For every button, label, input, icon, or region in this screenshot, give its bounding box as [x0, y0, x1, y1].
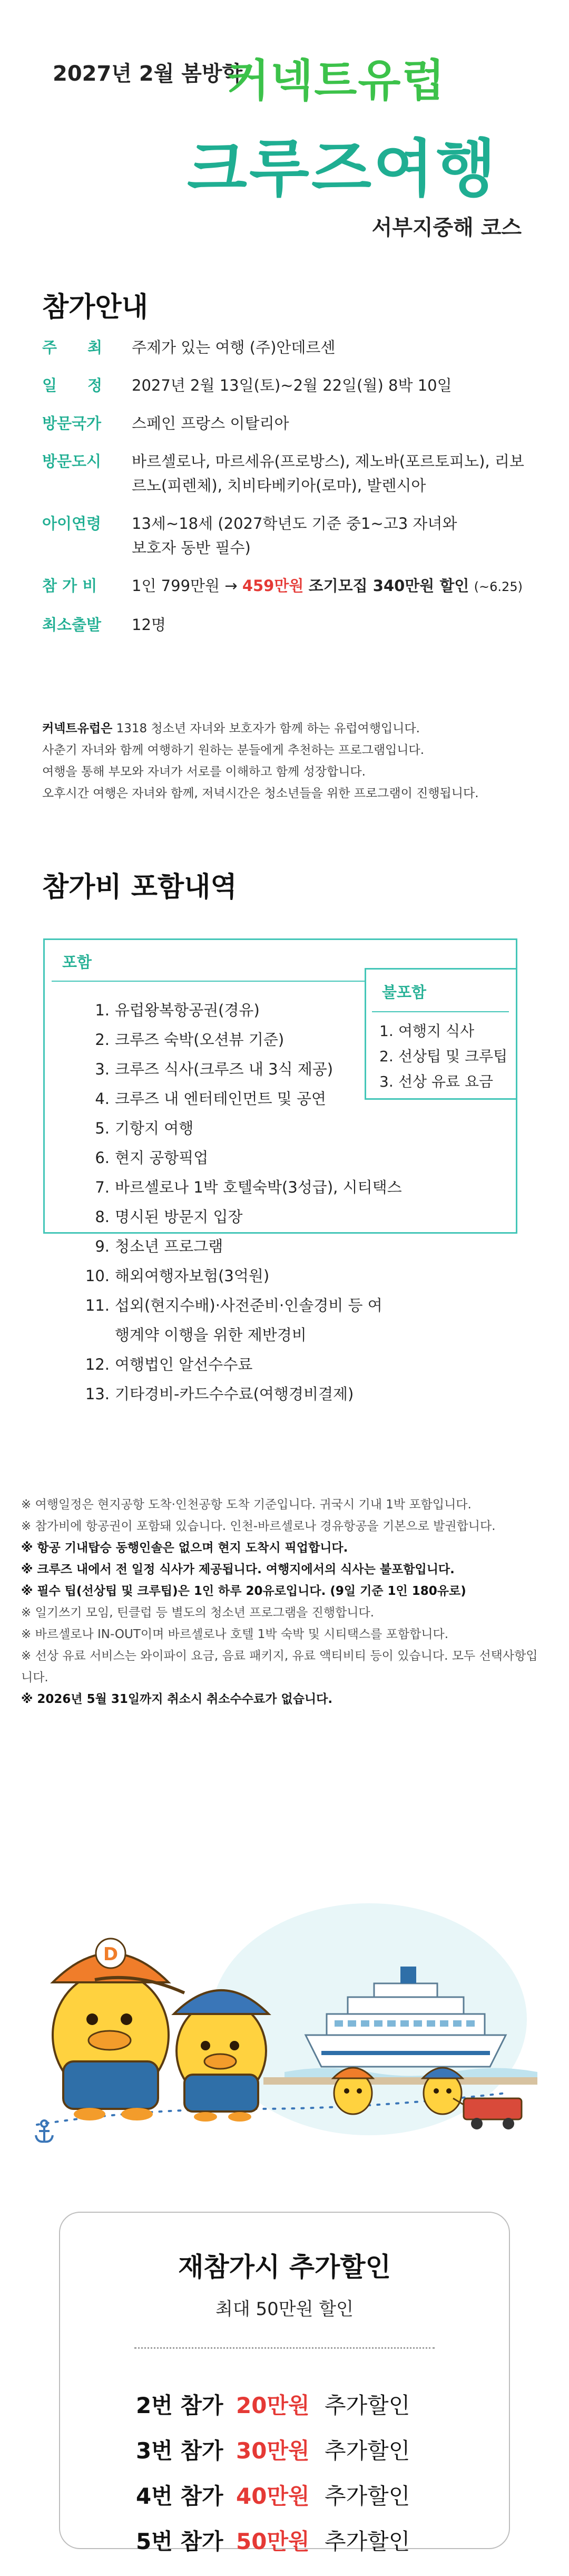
brand-name: 커넥트유럽은 — [42, 722, 113, 735]
info-value: 스페인 프랑스 이탈리아 — [132, 414, 289, 432]
excluded-label: 불포함 — [382, 983, 427, 1001]
discount-row — [136, 2474, 452, 2519]
discount-count: 4번 참가 — [136, 2483, 223, 2509]
item-text: 청소년 프로그램 — [115, 1237, 223, 1255]
description-line-3: 여행을 통해 부모와 자녀가 서로를 이해하고 함께 성장합니다. — [42, 765, 366, 779]
excluded-list — [379, 1019, 511, 1095]
item-text: 기항지 여행 — [115, 1119, 194, 1137]
illustration — [32, 1861, 537, 2156]
item-number: 5. — [95, 1119, 110, 1137]
note-item: ※ 선상 유료 서비스는 와이파이 요금, 음료 패키지, 유료 액티비티 등이 있습니다. 모두 선택사항입니다. — [21, 1649, 538, 1684]
discount-divider — [134, 2347, 435, 2349]
title-line-1: 커넥트유럽 — [227, 55, 446, 106]
fee-value — [132, 574, 537, 599]
duck-mascot-large — [53, 1939, 184, 2120]
list-item — [78, 1054, 405, 1084]
info-row-cities — [42, 449, 537, 498]
list-item — [78, 1173, 405, 1202]
info-value: 13세~18세 (2027학년도 기준 중1~고3 자녀와 보호자 동반 필수) — [132, 515, 457, 557]
info-row-min-departure — [42, 613, 537, 637]
item-number: 6. — [95, 1149, 110, 1167]
item-text: 바르셀로나 1박 호텔숙박(3성급), 시티택스 — [115, 1178, 402, 1196]
item-text: 크루즈 숙박(오션뷰 기준) — [115, 1031, 284, 1049]
item-number: 11. — [85, 1296, 110, 1314]
note-item: ※ 여행일정은 현지공항 도착·인천공항 도착 기준입니다. 귀국시 기내 1박 포함입니다. — [21, 1498, 472, 1512]
item-number: 3. — [379, 1073, 394, 1090]
discount-subtitle: 최대 50만원 할인 — [215, 2299, 354, 2320]
list-item — [379, 1044, 511, 1069]
item-text: 유럽왕복항공권(경유) — [115, 1001, 260, 1019]
discount-amount: 30만원 — [236, 2438, 310, 2464]
item-text: 선상팁 및 크루팁 — [398, 1048, 508, 1065]
duck-mascot-medium — [174, 1990, 269, 2122]
duck-mascot-small-2 — [423, 2068, 463, 2114]
list-item — [78, 1084, 405, 1113]
list-item — [78, 1143, 405, 1173]
discount-count: 5번 참가 — [136, 2529, 223, 2554]
note-item: ※ 바르셀로나 IN-OUT이며 바르셀로나 호텔 1박 숙박 및 시티택스를 포함합니다. — [21, 1628, 449, 1641]
note-item: ※ 2026년 5월 31일까지 취소시 취소수수료가 없습니다. — [21, 1692, 333, 1706]
cap-letter: D — [103, 1944, 119, 1965]
included-divider — [52, 981, 368, 982]
item-number: 7. — [95, 1178, 110, 1196]
discount-suffix: 추가할인 — [325, 2483, 410, 2509]
title-line-2: 크루즈여행 — [187, 132, 498, 205]
description-line-2: 사춘기 자녀와 함께 여행하기 원하는 분들에게 추천하는 프로그램입니다. — [42, 743, 425, 757]
list-item — [78, 1202, 405, 1232]
item-text: 해외여행자보험(3억원) — [115, 1267, 270, 1285]
discount-count: 3번 참가 — [136, 2438, 223, 2464]
item-number: 8. — [95, 1208, 110, 1226]
list-item — [78, 1025, 405, 1054]
course-label: 서부지중해 코스 — [371, 216, 522, 240]
fee-early-discount: 조기모집 340만원 할인 — [308, 577, 469, 595]
discount-row — [136, 2383, 452, 2428]
list-item — [78, 1350, 405, 1379]
discount-amount: 20만원 — [236, 2393, 310, 2418]
wagon-icon — [453, 2098, 522, 2129]
item-number: 9. — [95, 1237, 110, 1255]
item-text: 크루즈 식사(크루즈 내 3식 제공) — [115, 1060, 333, 1078]
item-text: 여행법인 알선수수료 — [115, 1355, 253, 1373]
item-number: 3. — [95, 1060, 110, 1078]
info-label: 아이연령 — [42, 515, 102, 532]
info-label: 방문국가 — [42, 414, 102, 432]
info-row-fee — [42, 574, 537, 599]
list-item — [78, 1261, 405, 1291]
info-value: 주제가 있는 여행 (주)안데르센 — [132, 338, 336, 356]
info-label: 참 가 비 — [42, 577, 97, 595]
discount-amount: 40만원 — [236, 2483, 310, 2509]
discount-count: 2번 참가 — [136, 2393, 223, 2418]
fee-early-date: (~6.25) — [474, 579, 523, 594]
note-item: ※ 항공 기내탑승 동행인솔은 없으며 현지 도착시 픽업합니다. — [21, 1541, 348, 1555]
description-line-1: 1318 청소년 자녀와 보호자가 함께 하는 유럽여행입니다. — [112, 722, 420, 735]
excluded-divider — [372, 1011, 509, 1012]
info-label: 방문도시 — [42, 452, 102, 470]
discount-row — [136, 2428, 452, 2474]
illustration-svg — [32, 1861, 537, 2156]
item-number: 1. — [379, 1022, 394, 1040]
item-number: 2. — [95, 1031, 110, 1049]
fee-sale-price: 459만원 — [242, 577, 304, 595]
notes-list — [21, 1494, 548, 1710]
note-item: ※ 일기쓰기 모임, 틴클럽 등 별도의 청소년 프로그램을 진행합니다. — [21, 1606, 375, 1620]
discount-suffix: 추가할인 — [325, 2529, 410, 2554]
note-item: ※ 참가비에 항공권이 포함돼 있습니다. 인천-바르셀로나 경유항공을 기본으로 발권합니다. — [21, 1519, 496, 1533]
item-number: 13. — [85, 1385, 110, 1403]
info-row-age — [42, 511, 537, 560]
item-text: 명시된 방문지 입장 — [115, 1208, 243, 1226]
description-line-4: 오후시간 여행은 자녀와 함께, 저녁시간은 청소년들을 위한 프로그램이 진행됩니다. — [42, 787, 479, 800]
item-text: 선상 유료 요금 — [398, 1073, 494, 1090]
info-row-schedule — [42, 373, 537, 398]
discount-amount: 50만원 — [236, 2529, 310, 2554]
info-label: 주 최 — [42, 338, 103, 356]
item-number: 1. — [95, 1001, 110, 1019]
item-text: 크루즈 내 엔터테인먼트 및 공연 — [115, 1090, 327, 1108]
participation-info — [42, 335, 537, 651]
list-item — [379, 1069, 511, 1095]
list-item — [78, 1291, 405, 1350]
item-number: 10. — [85, 1267, 110, 1285]
discount-list — [136, 2383, 452, 2564]
note-item: ※ 크루즈 내에서 전 일정 식사가 제공됩니다. 여행지에서의 식사는 불포함입니다. — [21, 1563, 455, 1576]
list-item — [78, 1113, 405, 1143]
program-description — [42, 718, 537, 805]
duck-mascot-small-1 — [333, 2068, 373, 2114]
item-text: 섭외(현지수배)·사전준비·인솔경비 등 여행계약 이행을 위한 제반경비 — [115, 1296, 382, 1344]
info-value: 12명 — [132, 616, 166, 634]
info-label: 일 정 — [42, 376, 103, 394]
note-item: ※ 필수 팁(선상팁 및 크루팁)은 1인 하루 20유로입니다. (9일 기준 1인 180유로) — [21, 1584, 466, 1598]
dock — [263, 2077, 537, 2085]
list-item — [78, 1232, 405, 1261]
discount-row — [136, 2519, 452, 2564]
discount-suffix: 추가할인 — [325, 2393, 410, 2418]
list-item — [78, 1379, 405, 1409]
info-value: 바르셀로나, 마르세유(프로방스), 제노바(포르토피노), 리보르노(피렌체), 치비타베키아(로마), 발렌시아 — [132, 452, 524, 495]
list-item — [78, 995, 405, 1025]
item-text: 현지 공항픽업 — [115, 1149, 209, 1167]
list-item — [379, 1019, 511, 1044]
info-label: 최소출발 — [42, 616, 102, 634]
fee-regular: 1인 799만원 → — [132, 577, 238, 595]
section-title-inclusions: 참가비 포함내역 — [42, 871, 237, 903]
info-row-host — [42, 335, 537, 360]
item-number: 12. — [85, 1355, 110, 1373]
included-list — [78, 995, 405, 1409]
included-label: 포함 — [62, 953, 92, 971]
discount-title: 재참가시 추가할인 — [178, 2252, 391, 2282]
discount-suffix: 추가할인 — [325, 2438, 410, 2464]
item-text: 기타경비-카드수수료(여행경비결제) — [115, 1385, 354, 1403]
item-number: 4. — [95, 1090, 110, 1108]
season-label: 2027년 2월 봄방학 — [53, 62, 243, 86]
section-title-participation: 참가안내 — [42, 292, 148, 323]
info-value: 2027년 2월 13일(토)~2월 22일(월) 8박 10일 — [132, 376, 452, 394]
info-row-countries — [42, 411, 537, 435]
item-text: 여행지 식사 — [398, 1022, 475, 1040]
item-number: 2. — [379, 1048, 394, 1065]
